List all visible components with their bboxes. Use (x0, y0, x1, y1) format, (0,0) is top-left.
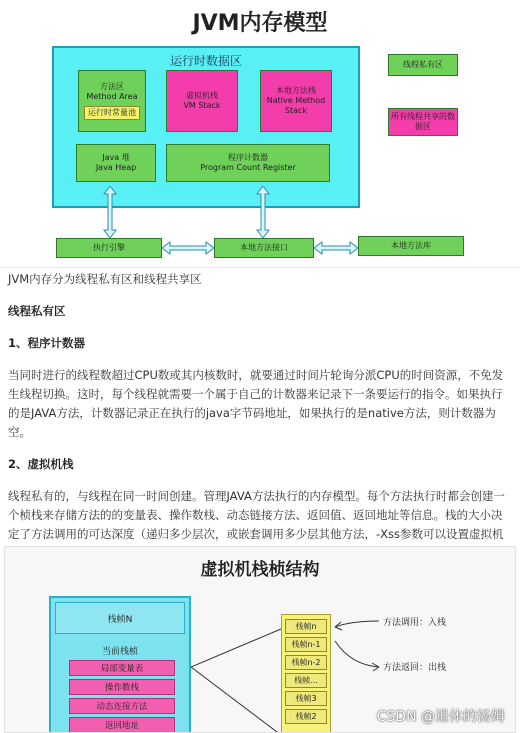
exec-engine-label: 执行引擎 (93, 243, 125, 252)
stack-frame-item (285, 709, 327, 724)
legend-thread-shared (388, 108, 458, 136)
runtime-data-area (52, 46, 360, 208)
vm-stack-frame-diagram (4, 546, 516, 733)
vm-stack-box (166, 70, 238, 132)
native-stack-en-label: Native Method Stack (266, 96, 326, 115)
stack-frame-item (285, 637, 327, 652)
thread-stack-column (281, 614, 331, 733)
native-interface-box (214, 238, 314, 258)
interface-library-arrow-icon (314, 241, 358, 255)
frame-n-box (55, 602, 185, 634)
return-address-label: 返回地址 (104, 721, 139, 731)
current-frame-box (55, 640, 185, 733)
paragraph-line: 线程私有的，与线程在同一时间创建。管理JAVA方法执行的内存模型。每个方法执行时都会创建一 (8, 489, 505, 503)
native-library-label: 本地方法库 (391, 241, 431, 250)
push-pop-arrows-icon (331, 607, 381, 687)
local-variable-table (69, 660, 175, 676)
native-interface-label: 本地方法接口 (240, 243, 288, 252)
dynamic-linking (69, 698, 175, 714)
stack-frame-label: 栈帧... (294, 676, 318, 685)
java-heap-label: Java 堆 (102, 153, 130, 162)
stack-frame-label: 栈帧3 (295, 694, 317, 703)
frame-n-label: 栈帧N (107, 614, 133, 625)
stack-frame-item (285, 655, 327, 670)
native-stack-box (260, 70, 332, 132)
method-return-pop-note: 方法返回：出栈 (383, 663, 447, 673)
dynamic-linking-label: 动态连接方法 (96, 702, 148, 712)
legend-thread-private-label: 线程私有区 (403, 60, 443, 69)
method-area-label: 方法区 (100, 82, 124, 91)
java-heap-box (76, 144, 156, 182)
paragraph-line: 个桢栈来存储方法的的变量表、操作数栈、动态链接方法、返回值、返回地址等信息。栈的大小决 (8, 508, 503, 522)
legend-thread-shared-label: 所有线程共享的数据区 (391, 112, 455, 131)
stack-frame-item (285, 673, 327, 688)
legend-thread-private (388, 54, 458, 76)
stack-frame-structure (49, 596, 191, 733)
stack-frame-label: 栈帧2 (295, 712, 317, 721)
return-address (69, 717, 175, 733)
stack-frame-label: 栈帧n-2 (291, 658, 321, 667)
pc-interface-arrow-icon (256, 186, 270, 238)
paragraph-line: 的是JAVA方法，计数器记录正在执行的java字节码地址，如果执行的是native方法，则计数器为 (8, 406, 496, 420)
section-heading-private: 线程私有区 (8, 304, 66, 318)
frame-connector-lines-icon (191, 627, 283, 733)
native-stack-label: 本地方法栈 (276, 86, 316, 95)
paragraph-line: 生线程切换。这时，每个线程就需要一个属于自己的计数器来记录下一条要运行的指令。如果执行 (8, 387, 503, 401)
csdn-watermark: CSDN @退休的汤姆 (376, 709, 505, 725)
paragraph-line: 当同时进行的线程数超过CPU数或其内核数时，就要通过时间片轮询分派CPU的时间资源，不免发 (8, 368, 504, 382)
method-area-box (78, 70, 146, 132)
current-frame-label: 当前栈桢 (101, 647, 138, 657)
jvm-memory-model-diagram (0, 0, 520, 268)
heap-exec-arrow-icon (103, 186, 117, 238)
stack-frame-label: 栈帧n (295, 622, 317, 631)
program-counter-en-label: Program Count Register (200, 163, 296, 172)
native-library-box (358, 236, 464, 256)
exec-interface-arrow-icon (162, 241, 214, 255)
java-heap-en-label: Java Heap (95, 163, 137, 172)
constant-pool-label: 运行时常量池 (88, 108, 136, 117)
heading-program-counter: 1、程序计数器 (8, 336, 86, 350)
diagram-title-stack-frame: 虚拟机栈桢结构 (200, 560, 320, 580)
constant-pool-box (84, 106, 140, 120)
vm-stack-en-label: VM Stack (183, 101, 221, 110)
local-variable-table-label: 局部变量表 (100, 664, 144, 674)
intro-text: JVM内存分为线程私有区和线程共享区 (8, 272, 202, 286)
operand-stack-label: 操作数栈 (104, 683, 139, 693)
program-counter-label: 程序计数器 (228, 153, 268, 162)
method-area-en-label: Method Area (86, 92, 138, 101)
vm-stack-label: 虚拟机栈 (186, 91, 218, 100)
program-counter-box (166, 144, 330, 182)
paragraph-line: 定了方法调用的可达深度（递归多少层次，或嵌套调用多少层其他方法，-Xss参数可以设置虚拟机 (8, 527, 504, 541)
stack-frame-item (285, 619, 327, 634)
exec-engine-box (56, 238, 162, 258)
method-call-push-note: 方法调用：入栈 (383, 618, 447, 628)
heading-vm-stack: 2、虚拟机栈 (8, 457, 74, 471)
paragraph-line: 空。 (8, 425, 31, 439)
stack-frame-label: 栈帧n-1 (291, 640, 321, 649)
stack-frame-item (285, 691, 327, 706)
runtime-data-area-label: 运行时数据区 (169, 54, 242, 68)
operand-stack (69, 679, 175, 695)
article-body (8, 270, 513, 563)
diagram-title: JVM内存模型 (192, 11, 328, 36)
